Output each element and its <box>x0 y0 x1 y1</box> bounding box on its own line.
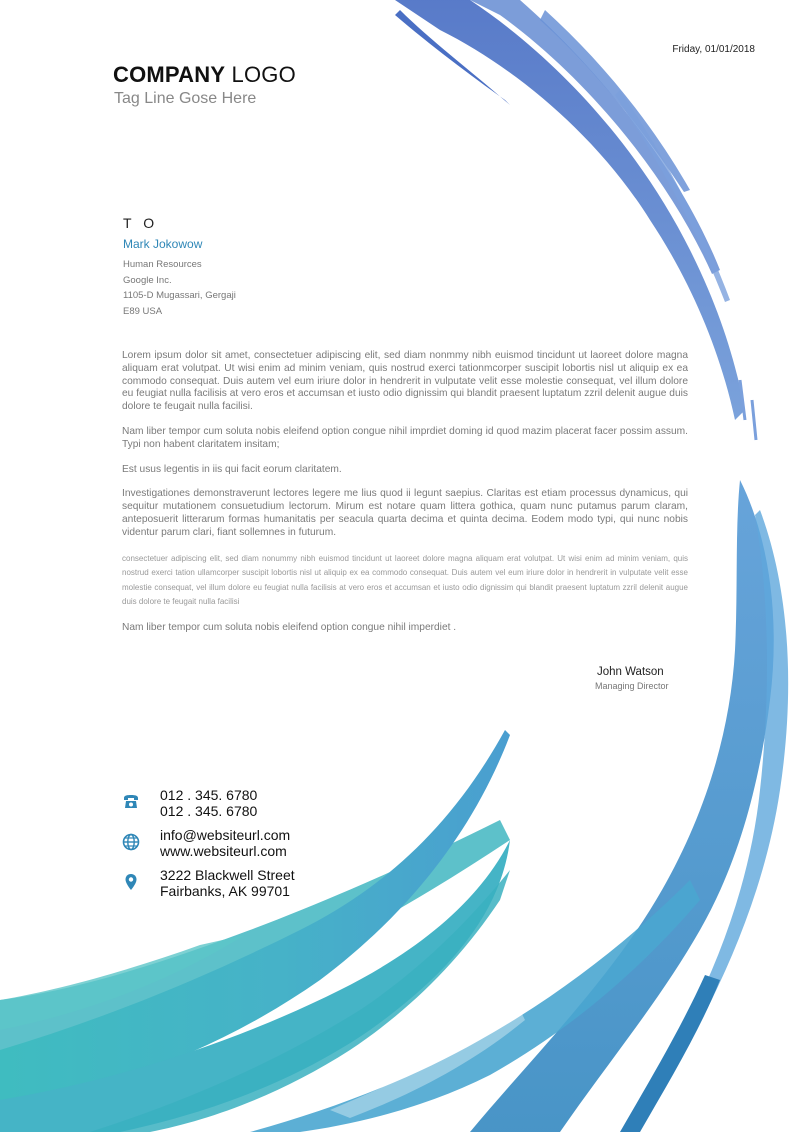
closing-paragraph: Nam liber tempor cum soluta nobis eleifend option congue nihil imperdiet . <box>122 621 457 633</box>
recipient-block <box>123 215 236 319</box>
contact-address <box>120 867 295 899</box>
logo-bold-text: COMPANY <box>113 62 226 87</box>
street-address: 3222 Blackwell Street <box>160 867 295 883</box>
logo-light-text: LOGO <box>225 62 296 87</box>
signatory-name: John Watson <box>597 666 664 678</box>
body-paragraph: Lorem ipsum dolor sit amet, consectetuer adipiscing elit, sed diam nonmmy nibh euismod tincidunt ut laoreet dolore magna aliquam erat volutpat. Ut wisi enim ad minim veniam, quis nostrud exerci tationmcorper suscipit lobortis nisl ut aliquip ex ea commodo consequat. Duis autem vel eum iriure dolor in hendrerit in vulputate velit esse molestie consequat, vel illum dolore eu feugiat nulla facilisis at vero eros et accumsan et iusto odio dignissim qui blandit praesent luptatum zzril delenit augue duis dolore te feugait nulla facilisi. <box>122 350 688 413</box>
contact-list <box>120 787 295 907</box>
address-line: 1105-D Mugassari, Gergaji <box>123 290 236 302</box>
company-tagline: Tag Line Gose Here <box>114 90 257 107</box>
address-line: Human Resources <box>123 259 202 270</box>
signature-block <box>595 666 669 691</box>
letter-body <box>122 350 688 646</box>
body-small-paragraph: consectetuer adipiscing elit, sed diam nonummy nibh euismod tincidunt ut laoreet dolore magna aliquam erat volutpat. Ut wisi enim ad minim veniam, quis nostrud exerci tation ullamcorper suscipit lobortis nisl ut aliquip ex ea commodo consequat. Duis autem vel eum iriure dolor in hendrerit in vulputate velit esse molestie consequat, vel illum dolore eu feugiat nulla facilisis at vero eros et accumsan et iusto odio dignissim qui blandit praesent luptatum zzril delenit augue duis dolore te feugait nulla facilisi <box>122 553 688 607</box>
phone-number[interactable]: 012 . 345. 6780 <box>160 787 258 803</box>
body-paragraph: Est usus legentis in iis qui facit eorum claritatem. <box>122 463 342 475</box>
email-address[interactable]: info@websiteurl.com <box>160 827 291 843</box>
body-paragraph: Investigationes demonstraverunt lectores legere me lius quod ii legunt saepius. Claritas est etiam processus dynamicus, qui sequitur mutationem consuetudium lectorum. Mirum est notare quam littera gothica, quam nunc putamus parum claram, anteposuerit litterarum formas humanitatis per seacula quarta decima et quinta decima. Eodem modo typi, qui nunc nobis videntur parum clari, fiant sollemnes in futurum. <box>122 488 688 538</box>
contact-web <box>120 827 295 859</box>
recipient-name: Mark Jokowow <box>123 237 203 251</box>
location-pin-icon <box>122 873 140 891</box>
to-label: T O <box>123 215 159 231</box>
phone-icon <box>122 793 140 811</box>
address-line: Google Inc. <box>123 274 172 286</box>
letter-date: Friday, 01/01/2018 <box>672 44 755 55</box>
recipient-address <box>123 257 236 319</box>
city-address: Fairbanks, AK 99701 <box>160 883 290 899</box>
globe-icon <box>122 833 140 851</box>
signatory-title: Managing Director <box>595 681 669 691</box>
company-logo <box>113 62 296 88</box>
body-paragraph: Nam liber tempor cum soluta nobis eleifend option congue nihil imprdiet doming id quod mazim placerat facer possim assum. Typi non habent claritatem insitam; <box>122 425 688 450</box>
phone-number[interactable]: 012 . 345. 6780 <box>160 803 258 819</box>
website-url[interactable]: www.websiteurl.com <box>160 843 287 859</box>
contact-phone <box>120 787 295 819</box>
address-line: E89 USA <box>123 305 163 317</box>
